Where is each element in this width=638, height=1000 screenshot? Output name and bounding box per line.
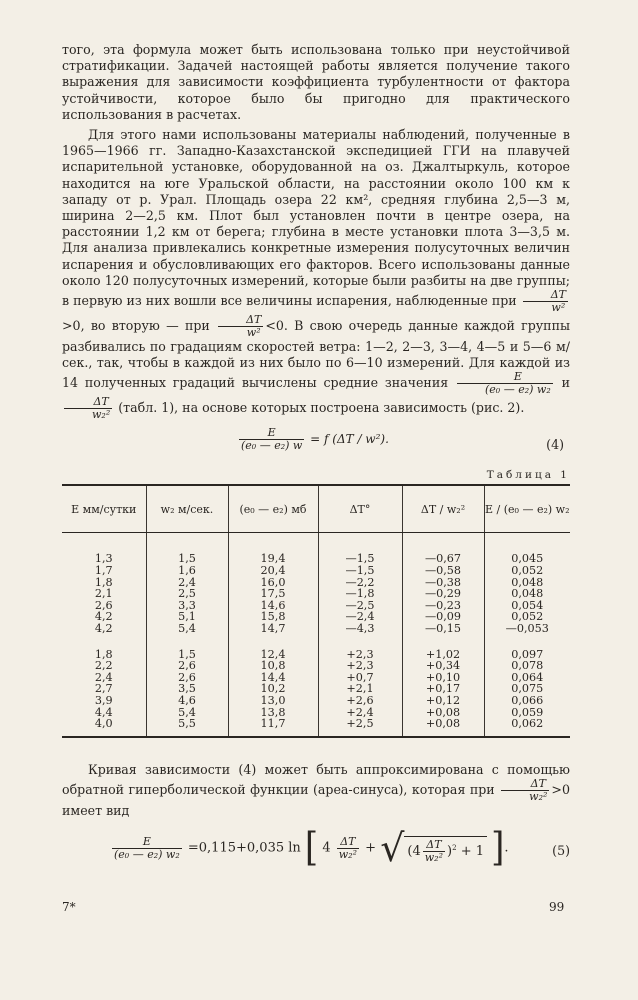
table-cell: 0,045 [484,533,570,565]
table-cell: +2,4 [318,707,402,719]
table-cell: —0,67 [402,533,484,565]
table-cell: —0,29 [402,588,484,600]
page-content [62,42,570,873]
table-cell: 0,048 [484,577,570,589]
table-cell: +2,6 [318,695,402,707]
table-cell: 2,6 [146,672,228,684]
header-E-ratio: E / (e₀ — e₂) w₂ [484,485,570,533]
table-cell: 1,7 [94,564,113,578]
table-cell: 4,6 [146,695,228,707]
eq5-fraction-2: $\frac{\Delta T}{\text{w₂²}}$ [424,838,444,865]
fraction-E-over-e0e2w2: $\frac{E}{\text{(e₀ — e₂) w₂}}$ [457,371,553,396]
table-cell: 1,3 [94,552,113,566]
table-cell: —2,2 [318,577,402,589]
table-cell: 11,7 [228,718,318,737]
table-cell: 10,2 [228,683,318,695]
table-cell: 3,9 [94,693,113,707]
eq4-lhs-fraction: $\frac{E}{\text{(e₀ — e₂) w}}$ [241,426,303,453]
table-cell: +2,5 [318,718,402,737]
table-cell: 0,054 [484,600,570,612]
table-cell: —2,4 [318,611,402,623]
table-cell: 3,5 [146,683,228,695]
table-row [62,565,570,577]
fraction-dT-over-w2sq: $\frac{\Delta T}{\text{w₂²}}$ [64,396,112,421]
table-header-row [62,485,570,533]
equation-4 [62,427,570,463]
table-row [62,533,570,565]
table-cell: —2,5 [318,600,402,612]
fraction-dT-over-w2sq-positive: $\frac{\Delta T}{\text{w₂²}}$ [501,778,549,803]
footer-signature: 7* [62,900,76,914]
equation-4-number: (4) [546,437,564,453]
table-cell: 1,6 [146,565,228,577]
table-cell: 10,8 [228,660,318,672]
header-dT: ΔT° [318,485,402,533]
table-cell: 2,6 [146,660,228,672]
table-cell: +0,12 [402,695,484,707]
table-cell: 0,062 [484,718,570,737]
paragraph-2-part-a: Для этого нами использованы материалы наблюдений, полученные в 1965—1966 гг. Западно-Казахстанской экспедицией ГГИ на плавучей испарительной установке, оборудованной на оз. Джалтыркуль, которое находится на юге Уральской области, на расстоянии около 100 км к западу от р. Урал. Площадь озера 22 км², средняя глубина 2,5—3 м, ширина 2—2,5 км. Плот был установлен почти в центре озера, на расстоянии 1,2 км от берега; глубина в месте установки плота 3—3,5 м. Для анализа привлекались конкретные измерения полусуточных величин испарения и обусловливающих его факторов. Всего использованы данные около 120 полусуточных измерений, которые были разбиты на две группы; в первую из них вошли все величины испарения, наблюденные при [62,127,570,309]
table-cell: 16,0 [228,577,318,589]
table-cell: +1,02 [402,635,484,661]
table-row [62,718,570,737]
table-cell: 0,052 [484,565,570,577]
table-cell: 2,4 [94,670,113,684]
table-cell: —0,15 [402,623,484,635]
table-cell: +0,17 [402,683,484,695]
table-cell: 0,097 [484,635,570,661]
table-cell: 2,5 [146,588,228,600]
table-cell: +0,08 [402,707,484,719]
paragraph-2-part-c: <0. В свою очередь данные каждой группы разбивались по градациям скоростей ветра: 1—2, 2—3, 3—4, 4—5 и 5—6 м/сек., так, чтобы в каждой из них было по 6—10 измерений. Для каждой из 14 полученных градаций вычислены средние значения [62,318,570,391]
table-cell: 2,1 [94,587,113,601]
table-cell: +2,1 [318,683,402,695]
table-cell: 5,5 [146,718,228,737]
table-cell: +2,3 [318,660,402,672]
equation-5-number: (5) [552,843,570,859]
table-cell: —1,5 [318,533,402,565]
page-number: 99 [549,900,565,914]
table-row [62,695,570,707]
header-e0e2: (e₀ — e₂) мб [228,485,318,533]
table-cell: 1,8 [94,647,113,661]
eq5-plus: + [365,840,377,856]
table-cell: —0,23 [402,600,484,612]
table-cell: —0,09 [402,611,484,623]
table-cell: 3,3 [146,600,228,612]
table-cell: 4,0 [94,717,113,731]
table-cell: —0,58 [402,565,484,577]
table-row [62,683,570,695]
table-cell: 0,064 [484,672,570,684]
eq5-constants: =0,115+0,035 ln [187,840,301,856]
table-cell: 17,5 [228,588,318,600]
table-cell: 2,6 [94,598,113,612]
table-cell: 1,8 [94,575,113,589]
table-cell: 5,4 [146,623,228,635]
table-cell: 0,066 [484,695,570,707]
eq5-lhs-fraction: $\frac{E}{\text{(e₀ — e₂) w₂}}$ [114,834,180,861]
paragraph-1: того, эта формула может быть использована только при неустойчивой стратификации. Задачей настоящей работы является получение такого выражения для зависимости коэффициента турбулентности от фактора устойчивости, которое было бы пригодно для практического использования в расчетах. [62,42,570,122]
table-cell: 13,8 [228,707,318,719]
eq4-rhs: = f (ΔT / w²). [310,432,389,447]
table-row [62,672,570,684]
header-dT-w2: ΔT / w₂² [402,485,484,533]
table-row [62,600,570,612]
table-cell: +0,08 [402,718,484,737]
table-cell: 5,4 [146,707,228,719]
table-cell: 2,2 [94,659,113,673]
table-cell: 0,052 [484,611,570,623]
paragraph-3-part-a: Кривая зависимости (4) может быть аппроксимирована с помощью обратной гиперболической функции (ареа-синуса), которая при [62,761,570,797]
paragraph-3 [62,762,570,819]
table-cell: —1,5 [318,565,402,577]
table-cell: 12,4 [228,635,318,661]
table-body [62,533,570,737]
table-cell: 4,4 [94,705,113,719]
fraction-dT-w2-positive: $\frac{\Delta T}{\text{w²}}$ [523,289,568,314]
table-cell: 15,8 [228,611,318,623]
table-cell: +0,34 [402,660,484,672]
table-row [62,577,570,589]
header-w2: w₂ м/сек. [146,485,228,533]
table-row [62,588,570,600]
table-row [62,707,570,719]
table-row [62,660,570,672]
table-cell: 20,4 [228,565,318,577]
table-cell: 1,5 [146,533,228,565]
table-caption: Таблица 1 [486,469,570,482]
table-cell: +0,10 [402,672,484,684]
table-cell: 5,1 [146,611,228,623]
table-cell: —0,38 [402,577,484,589]
table-cell: 4,2 [94,622,113,636]
table-row [62,623,570,635]
table-cell: 0,059 [484,707,570,719]
fraction-dT-w2-negative: $\frac{\Delta T}{\text{w²}}$ [218,314,263,339]
table-row [62,611,570,623]
table-cell: 4,2 [94,610,113,624]
eq5-fraction-1: $\frac{\Delta T}{\text{w₂²}}$ [338,834,357,861]
table-cell: 14,7 [228,623,318,635]
eq5-four: 4 [322,840,331,856]
table-cell: 14,4 [228,672,318,684]
table-cell: 14,6 [228,600,318,612]
table-cell: 1,5 [146,635,228,661]
paragraph-2 [62,127,570,421]
table-cell: 2,4 [146,577,228,589]
table-cell: 2,7 [94,682,113,696]
table-row [62,635,570,661]
table-cell: 0,075 [484,683,570,695]
table-cell: 19,4 [228,533,318,565]
table-cell: 0,078 [484,660,570,672]
table-cell: —4,3 [318,623,402,635]
data-table [62,484,570,737]
header-E: E мм/сутки [62,485,146,533]
paragraph-2-part-d: и [561,375,570,391]
table-cell: 13,0 [228,695,318,707]
paragraph-2-part-e: (табл. 1), на основе которых построена зависимость (рис. 2). [118,400,525,416]
paragraph-2-part-b: >0, во вторую — при [62,318,210,334]
table-cell: —0,053 [484,623,570,635]
table-cell: +0,7 [318,672,402,684]
table-cell: 0,048 [484,588,570,600]
table-cell: +2,3 [318,635,402,661]
paragraph-3-part-b: >0 имеет вид [62,781,570,818]
table-cell: —1,8 [318,588,402,600]
equation-5: $\frac{E}{\text{(e₀ — e₂) w₂}}$ =0,115+0,035 ln [ 4 $\frac{\Delta T}{\text{w₂²}}$ + √ (4 $\frac{\Delta T}{\text{w₂²}}$ )$^2$ + 1 ]. (5) [114,825,570,872]
eq5-sqrt-body: (4 $\frac{\Delta T}{\text{w₂²}}$ )$^2$ + 1 [404,836,487,864]
